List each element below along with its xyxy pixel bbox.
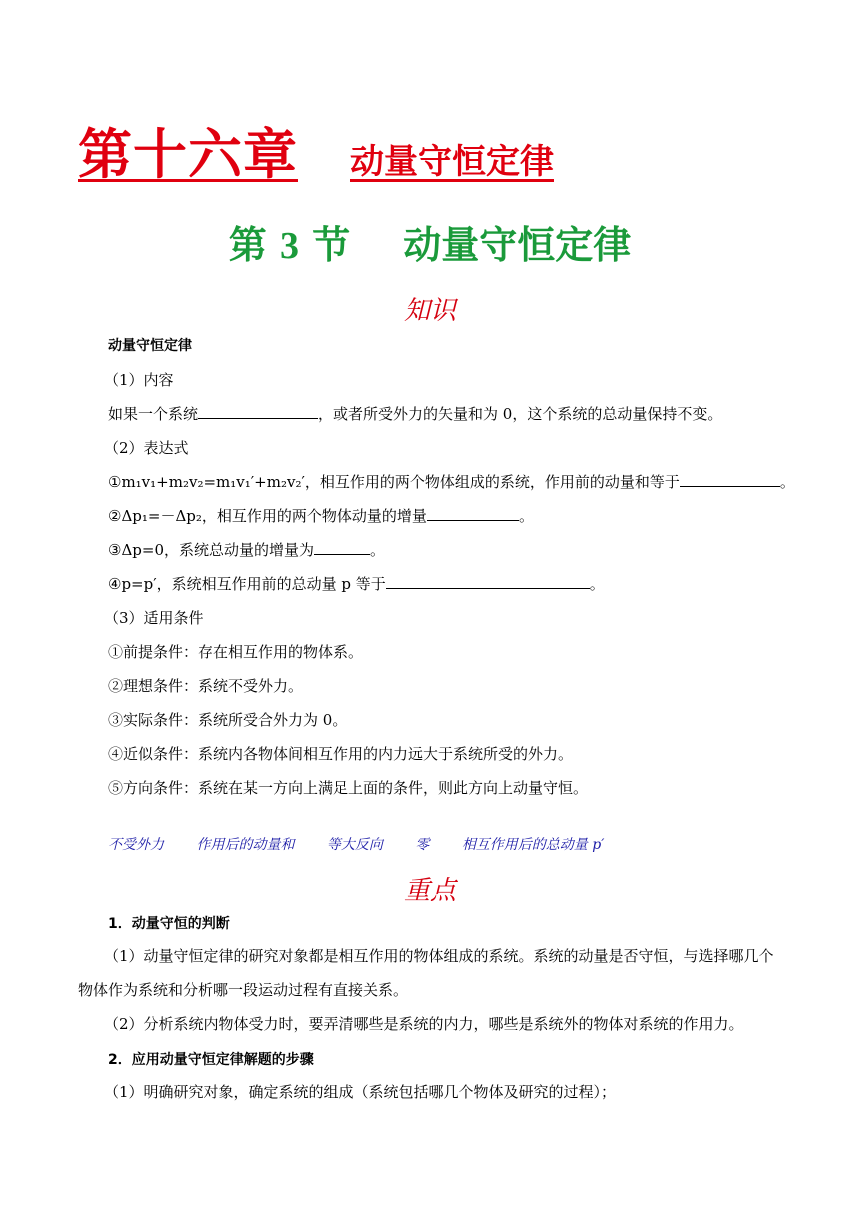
knowledge-heading: 知识 xyxy=(403,296,456,326)
expr-4-text: ，系统相互作用前的总动量 p 等于 xyxy=(156,575,386,593)
expr-2-line xyxy=(108,506,534,526)
condition-3: ③实际条件：系统所受合外力为 0。 xyxy=(108,711,348,729)
fill-blank-3 xyxy=(427,506,519,521)
expr-3-text: ，系统总动量的增量为 xyxy=(164,541,315,559)
answer-3: 等大反向 xyxy=(326,837,383,853)
answer-key xyxy=(108,834,632,854)
topic-title: 动量守恒定律 xyxy=(108,338,192,354)
content-label: （1）内容 xyxy=(104,371,174,389)
section-title xyxy=(0,214,860,269)
expr-1-text: ，相互作用的两个物体组成的系统，作用前的动量和等于 xyxy=(304,473,680,491)
keypoint-2-para-1: （1）明确研究对象，确定系统的组成（系统包括哪几个物体及研究的过程）； xyxy=(104,1083,617,1101)
keypoint-1-para-2: （2）分析系统内物体受力时，要弄清哪些是系统的内力，哪些是系统外的物体对系统的作用力。 xyxy=(104,1015,744,1033)
chapter-number: 第十六章 xyxy=(78,123,298,186)
fill-blank-1 xyxy=(198,404,318,419)
condition-5: ⑤方向条件：系统在某一方向上满足上面的条件，则此方向上动量守恒。 xyxy=(108,779,589,797)
expr-4-end: 。 xyxy=(589,575,605,593)
content-text-b: ，或者所受外力的矢量和为 0，这个系统的总动量保持不变。 xyxy=(318,405,723,423)
keypoints-heading: 重点 xyxy=(403,876,456,906)
expr-4-line xyxy=(108,574,605,594)
expr-3-line xyxy=(108,540,385,560)
section-suffix: 节 xyxy=(312,223,351,267)
fill-blank-2 xyxy=(680,472,780,487)
keypoint-2-title: 2．应用动量守恒定律解题的步骤 xyxy=(108,1052,314,1068)
section-prefix: 第 xyxy=(228,223,267,267)
expr-4-formula: ④p=p′ xyxy=(108,575,157,593)
content-line xyxy=(108,404,722,424)
keypoint-1-title: 1．动量守恒的判断 xyxy=(108,916,230,932)
answer-5: 相互作用后的总动量 p′ xyxy=(461,837,605,853)
condition-label: （3）适用条件 xyxy=(104,609,204,627)
expr-1-formula: ①m₁v₁+m₂v₂=m₁v₁′+m₂v₂′ xyxy=(108,473,305,491)
condition-2: ②理想条件：系统不受外力。 xyxy=(108,677,304,695)
condition-4: ④近似条件：系统内各物体间相互作用的内力远大于系统所受的外力。 xyxy=(108,745,574,763)
expr-2-text: ，相互作用的两个物体动量的增量 xyxy=(201,507,427,525)
keypoint-1-para-1-line-2: 物体作为系统和分析哪一段运动过程有直接关系。 xyxy=(78,981,409,999)
keypoint-1-para-1-line-1: （1）动量守恒定律的研究对象都是相互作用的物体组成的系统。系统的动量是否守恒，与选择哪几个 xyxy=(104,947,774,965)
expr-2-formula: ②Δp₁=－Δp₂ xyxy=(108,507,202,525)
answer-2: 作用后的动量和 xyxy=(196,837,295,853)
expr-label: （2）表达式 xyxy=(104,439,189,457)
expr-3-formula: ③Δp=0 xyxy=(108,541,164,559)
section-number: 3 xyxy=(280,225,300,267)
fill-blank-4 xyxy=(314,540,370,555)
chapter-title: 动量守恒定律 xyxy=(350,142,554,182)
expr-3-end: 。 xyxy=(370,541,386,559)
content-text-a: 如果一个系统 xyxy=(108,405,199,423)
answer-1: 不受外力 xyxy=(108,837,164,853)
section-name: 动量守恒定律 xyxy=(403,223,632,267)
answer-4: 零 xyxy=(415,837,430,853)
fill-blank-5 xyxy=(386,574,590,589)
expr-2-end: 。 xyxy=(518,507,534,525)
expr-1-end: 。 xyxy=(779,473,795,491)
chapter-header xyxy=(78,112,554,189)
expr-1-line xyxy=(108,472,795,492)
condition-1: ①前提条件：存在相互作用的物体系。 xyxy=(108,643,364,661)
